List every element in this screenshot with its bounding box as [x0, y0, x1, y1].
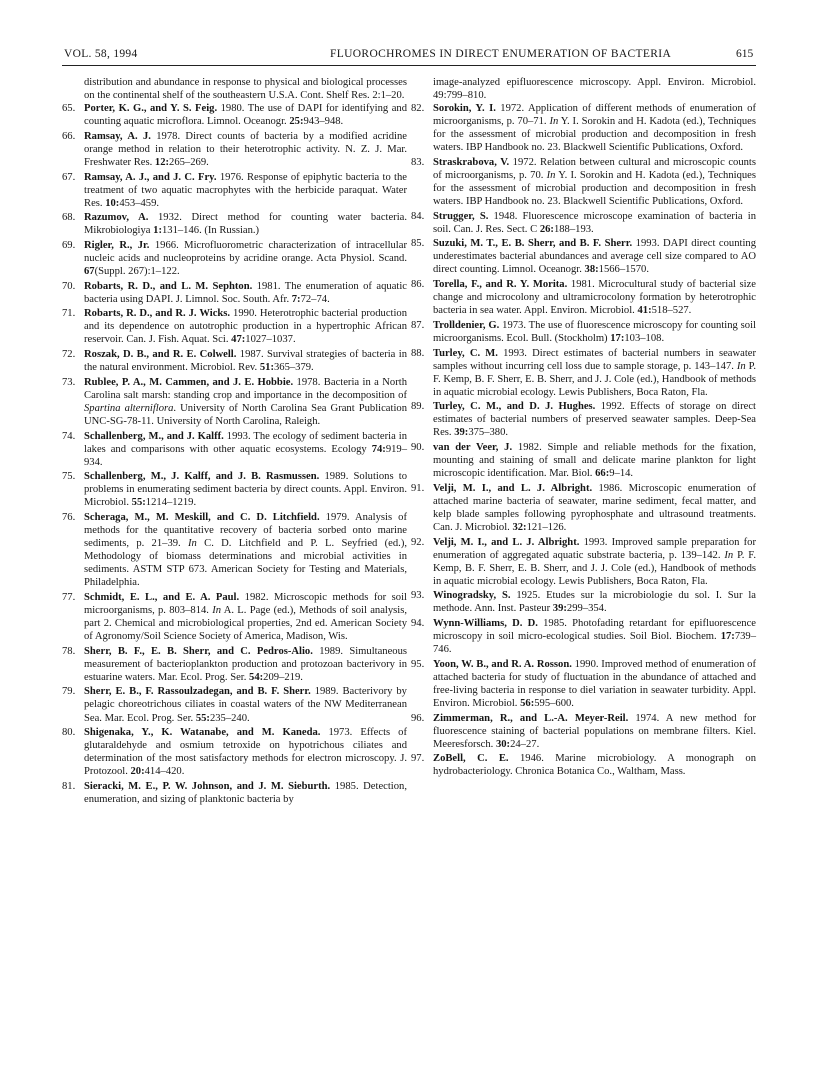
reference-number: 85.: [411, 238, 425, 250]
volume-label: VOL. 58, 1994: [64, 48, 138, 60]
reference-pages: 265–269.: [169, 156, 209, 168]
reference-authors: Velji, M. I., and L. J. Albright.: [433, 482, 593, 494]
reference-authors: Suzuki, M. T., E. B. Sherr, and B. F. Sherr.: [433, 238, 633, 250]
reference-authors: Torella, F., and R. Y. Morita.: [433, 279, 568, 291]
reference-volume: 41:: [637, 305, 652, 317]
reference-text: 1989. Simultaneous measurement of bacterioplankton production and protozoan bacterivory in estuarine waters. Mar. Ecol. Prog. Ser.: [84, 645, 408, 683]
reference-number: 70.: [62, 280, 76, 292]
reference-number: 94.: [411, 618, 425, 629]
reference-italic-text: In: [736, 360, 746, 372]
reference-volume: 55:: [195, 712, 210, 724]
reference-entry: [411, 210, 756, 236]
reference-number: 97.: [411, 753, 425, 765]
reference-volume: 39:: [454, 427, 469, 439]
reference-italic-text: In: [724, 549, 734, 561]
reference-number: 73.: [62, 376, 76, 388]
reference-text: 1978. Bacteria in a North Carolina salt marsh: standing crop and importance in the decomposition of: [84, 376, 407, 401]
reference-text: 1985. Detection, enumeration, and sizing of planktonic bacteria by: [84, 780, 407, 805]
reference-volume: 39:: [552, 603, 567, 615]
reference-entry: [62, 591, 407, 643]
running-title: FLUOROCHROMES IN DIRECT ENUMERATION OF BACTERIA: [330, 48, 672, 60]
reference-authors: Sieracki, M. E., P. W. Johnson, and J. M. Sieburth.: [84, 780, 331, 792]
reference-number: 68.: [62, 212, 76, 224]
reference-authors: Roszak, D. B., and R. E. Colwell.: [84, 349, 237, 361]
reference-number: 72.: [62, 349, 76, 361]
reference-entry: [62, 780, 407, 806]
reference-entry: [62, 511, 407, 589]
reference-authors: Schallenberg, M., J. Kalff, and J. B. Rasmussen.: [84, 471, 320, 483]
reference-pages: 414–420.: [144, 766, 185, 778]
reference-pages: 121–126.: [526, 521, 567, 533]
reference-authors: ZoBell, C. E.: [433, 753, 509, 765]
reference-pages: 72–74.: [300, 293, 330, 305]
reference-entry: [62, 102, 407, 128]
reference-entry: [411, 712, 756, 751]
reference-number: 83.: [411, 156, 425, 168]
reference-text: 1972. Relation between cultural and microscopic counts of microorganisms, p. 70.: [433, 156, 756, 181]
reference-number: 76.: [62, 512, 76, 524]
reference-text: 1925. Etudes sur la microbiologie du sol. I. Sur la methode. Ann. Inst. Pasteur: [433, 590, 756, 615]
reference-text: 1974. A new method for fluorescence staining of bacterial populations on membrane filters. Kiel. Meeresforsch.: [433, 712, 756, 750]
reference-volume: 30:: [495, 738, 511, 750]
reference-pages: 24–27.: [510, 738, 540, 750]
reference-pages: 1214–1219.: [145, 497, 197, 509]
reference-number: 89.: [411, 401, 425, 413]
reference-text: 1982. Microscopic methods for soil microorganisms, p. 803–814.: [84, 591, 407, 616]
reference-pages: 1566–1570.: [598, 264, 649, 276]
reference-pages: 375–380.: [468, 427, 509, 439]
reference-volume: 10:: [105, 197, 120, 209]
reference-pages: 518–527.: [651, 305, 692, 317]
reference-text: 1987. Survival strategies of bacteria in the natural environment. Microbiol. Rev.: [84, 349, 407, 374]
reference-number: 65.: [62, 103, 76, 115]
reference-text: 1976. Response of epiphytic bacteria to the treatment of two aquatic macrophytes with the herbicide paraquat. Water Res.: [84, 171, 407, 209]
reference-number: 90.: [411, 442, 425, 454]
reference-entry: [62, 307, 407, 346]
reference-entry: [411, 441, 756, 480]
reference-entry: [62, 211, 407, 237]
reference-volume: 55:: [131, 497, 146, 509]
reference-entry: [62, 239, 407, 278]
reference-authors: van der Veer, J.: [433, 442, 513, 454]
reference-italic-text: In: [546, 169, 556, 181]
reference-number: 96.: [411, 712, 425, 724]
reference-entry: [411, 752, 756, 778]
reference-authors: Wynn-Williams, D. D.: [433, 618, 538, 629]
continued-reference-text: distribution and abundance in response to physical and biological processes on the continental shelf of the southeastern U.S.A. Cont. Shelf Res. 2:1–20.: [84, 77, 407, 102]
reference-authors: Winogradsky, S.: [433, 590, 511, 602]
reference-number: 74.: [62, 430, 76, 442]
reference-pages: 188–193.: [553, 223, 594, 235]
reference-text: 1980. The use of DAPI for identifying and counting aquatic microflora. Limnol. Oceanogr.: [84, 103, 407, 128]
reference-text: Y. I. Sorokin and H. Kadota (ed.), Techniques for the assessment of microbial production and decomposition in fresh waters. IBP Handbook no. 23. Blackwell Scientific Publications, Oxford.: [433, 116, 756, 154]
reference-authors: Rigler, R., Jr.: [84, 239, 150, 251]
reference-text: 1985. Photofading retardant for epifluorescence microscopy in soil micro-ecological studies. Soil Biol. Biochem.: [433, 618, 756, 643]
reference-pages: 453–459.: [119, 197, 160, 209]
reference-volume: 51:: [259, 362, 274, 374]
reference-authors: Scheraga, M., M. Meskill, and C. D. Litchfield.: [84, 512, 320, 524]
reference-number: 92.: [411, 536, 425, 548]
reference-authors: Ramsay, A. J., and J. C. Fry.: [84, 171, 217, 183]
reference-pages: 595–600.: [534, 697, 574, 709]
reference-authors: Trolldenier, G.: [433, 319, 500, 331]
reference-text: 1979. Analysis of methods for the quantitative recovery of bacteria sorbed onto marine sediments, p. 21–39.: [84, 512, 407, 550]
reference-volume: 17:: [610, 332, 625, 344]
reference-entry: [62, 470, 407, 509]
page-header: [0, 0, 816, 70]
reference-volume: 38:: [584, 264, 599, 276]
reference-number: 95.: [411, 658, 425, 670]
reference-authors: Razumov, A.: [84, 212, 149, 224]
reference-column-right: [411, 76, 756, 780]
reference-number: 79.: [62, 686, 76, 698]
reference-volume: 7:: [291, 293, 301, 305]
reference-authors: Schmidt, E. L., and E. A. Paul.: [84, 591, 240, 603]
reference-entry: [62, 130, 407, 169]
reference-text: P. F. Kemp, B. F. Sherr, E. B. Sherr, and J. J. Cole (ed.), Handbook of methods in aquatic microbial ecology. Lewis Publishers, Boca Raton, Fla.: [433, 360, 757, 398]
reference-entry: [411, 237, 756, 276]
reference-text: 1981. Microcultural study of bacterial size change and microcolony and ultramicrocolony formation by heterotrophic bacteria in sea water. Appl. Environ. Microbiol.: [433, 279, 756, 317]
reference-pages: 209–219.: [263, 671, 303, 683]
reference-entry: [62, 430, 407, 469]
reference-entry: [62, 376, 407, 428]
reference-entry: [411, 278, 756, 317]
reference-number: 67.: [62, 171, 76, 183]
reference-authors: Sherr, B. F., E. B. Sherr, and C. Pedros-Alio.: [84, 645, 313, 657]
header-rule: [62, 65, 756, 66]
reference-pages: 919–934.: [84, 443, 407, 468]
reference-authors: Robarts, R. D., and R. J. Wicks.: [84, 308, 231, 320]
reference-text: 1993. Direct estimates of bacterial numbers in seawater samples without incurring cell loss due to sample storage, p. 143–147.: [433, 347, 756, 372]
reference-volume: 32:: [512, 521, 527, 533]
reference-number: 75.: [62, 471, 76, 483]
reference-text: Y. I. Sorokin and H. Kadota (ed.), Techniques for the assessment of microbial production and decomposition in fresh waters. IBP Handbook no. 23. Blackwell Scientific Publications, Oxford.: [433, 169, 756, 208]
reference-entry: [411, 319, 756, 345]
reference-volume: 74:: [371, 443, 386, 455]
reference-entry: [411, 589, 756, 615]
reference-authors: Porter, K. G., and Y. S. Feig.: [84, 103, 218, 115]
reference-entry: [62, 280, 407, 306]
reference-entry: [411, 347, 756, 399]
reference-text: A. L. Page (ed.), Methods of soil analysis, part 2. Chemical and microbiological properties, 2nd ed. American Society of Agronomy/Soil Science Society of America, Madison, Wis.: [84, 604, 407, 643]
reference-pages: 103–108.: [624, 332, 665, 344]
reference-entry: [62, 348, 407, 374]
reference-pages: 739–746.: [433, 631, 756, 656]
reference-authors: Straskrabova, V.: [433, 156, 510, 168]
reference-pages: 235–240.: [209, 712, 250, 724]
reference-authors: Sorokin, Y. I.: [433, 103, 496, 115]
reference-entry: [411, 156, 756, 208]
reference-text: 1993. DAPI direct counting underestimates bacterial abundances and average cell size compared to AO direct counting. Limnol. Oceanogr.: [433, 238, 756, 276]
reference-text: 1973. The use of fluorescence microscopy for counting soil microorganisms. Ecol. Bull. (Stockholm): [433, 319, 756, 344]
reference-volume: 67: [84, 266, 95, 278]
reference-authors: Velji, M. I., and L. J. Albright.: [433, 536, 580, 548]
reference-number: 77.: [62, 591, 76, 603]
reference-authors: Yoon, W. B., and R. A. Rosson.: [433, 658, 572, 670]
reference-italic-text: In: [212, 604, 222, 616]
reference-text: 1973. Effects of glutaraldehyde and osmium tetroxide on hypotrichous ciliates and determination of the most satisfactory methods for electron microscopy. J. Protozool.: [84, 727, 407, 778]
reference-italic-text: Spartina alterniflora: [84, 402, 174, 414]
reference-volume: 26:: [539, 223, 554, 235]
reference-volume: 54:: [249, 671, 264, 683]
reference-entry: [62, 645, 407, 684]
reference-text: 1993. The ecology of sediment bacteria in lakes and comparisons with other aquatic ecosystems. Ecology: [84, 430, 407, 455]
reference-authors: Strugger, S.: [433, 210, 489, 222]
reference-text: 1981. The enumeration of aquatic bacteria using DAPI. J. Limnol. Soc. South. Afr.: [84, 280, 407, 305]
reference-volume: 47:: [231, 334, 246, 346]
reference-number: 81.: [62, 780, 76, 792]
reference-entry: [411, 617, 756, 656]
page-number: 615: [736, 48, 754, 60]
reference-authors: Shigenaka, Y., K. Watanabe, and M. Kaneda.: [84, 727, 321, 739]
reference-pages: 131–146. (In Russian.): [161, 225, 260, 237]
reference-number: 84.: [411, 210, 425, 222]
reference-text: 1992. Effects of storage on direct estimates of bacterial numbers of preserved seawater samples. Deep-Sea Res.: [433, 401, 756, 439]
reference-text: 1989. Bacterivory by pelagic choreotrichous ciliates in coastal waters of the NW Mediterranean Sea. Mar. Ecol. Prog. Ser.: [84, 686, 407, 724]
reference-text: 1993. Improved sample preparation for enumeration of aggregated aquatic substrate bacteria, p. 139–142.: [433, 536, 756, 561]
reference-pages: 1027–1037.: [245, 334, 296, 346]
reference-authors: Ramsay, A. J.: [84, 130, 151, 142]
reference-volume: 25:: [289, 116, 304, 128]
reference-pages: 365–379.: [273, 362, 314, 374]
reference-text: 1972. Application of different methods of enumeration of microorganisms, p. 70–71.: [433, 103, 756, 128]
reference-text: 1989. Solutions to problems in enumerating sediment bacteria by direct counts. Appl. Environ. Microbiol.: [84, 471, 408, 509]
reference-pages: 943–948.: [303, 116, 344, 128]
reference-number: 69.: [62, 239, 76, 251]
reference-authors: Rublee, P. A., M. Cammen, and J. E. Hobbie.: [84, 376, 294, 388]
reference-volume: 17:: [720, 631, 735, 643]
reference-authors: Schallenberg, M., and J. Kalff.: [84, 430, 224, 442]
reference-text: 1932. Direct method for counting water bacteria. Mikrobiologiya: [84, 212, 407, 237]
reference-pages: 299–354.: [566, 603, 607, 615]
reference-entry: [411, 400, 756, 439]
reference-authors: Turley, C. M., and D. J. Hughes.: [433, 401, 596, 413]
reference-text: 1946. Marine microbiology. A monograph on hydrobacteriology. Chronica Botanica Co., Waltham, Mass.: [433, 753, 756, 778]
reference-authors: Turley, C. M.: [433, 347, 498, 359]
reference-number: 66.: [62, 130, 76, 142]
reference-text: C. D. Litchfield and P. L. Seyfried (ed.), Methodology of biomass determinations and microbial activities in sediments. ASTM STP 673. American Society for Testing and Materials, Philadelphia.: [84, 538, 408, 589]
reference-number: 86.: [411, 279, 425, 291]
reference-volume: 56:: [520, 697, 535, 709]
reference-number: 82.: [411, 103, 425, 115]
reference-number: 80.: [62, 727, 76, 739]
continued-reference-text: image-analyzed epifluorescence microscopy. Appl. Environ. Microbiol. 49:799–810.: [433, 77, 756, 102]
reference-volume: 1:: [153, 225, 162, 237]
reference-volume: 12:: [154, 156, 170, 168]
reference-text: 1982. Simple and reliable methods for the fixation, mounting and staining of small and delicate marine plankton for light microscopic identification. Mar. Biol.: [433, 442, 757, 480]
reference-text: 1990. Heterotrophic bacterial production and its dependence on autotrophic production in a hypertrophic African reservoir. Can. J. Fish. Aquat. Sci.: [84, 308, 407, 346]
reference-number: 87.: [411, 319, 425, 331]
reference-entry: [411, 102, 756, 154]
reference-text: 1990. Improved method of enumeration of attached bacteria for study of fluctuation in the abundance of attached and free-living bacteria in response to diel variation in seawater turbidity. Appl. Environ. Microbiol.: [433, 658, 756, 709]
reference-volume: 20:: [130, 766, 145, 778]
reference-text: 1948. Fluorescence microscope examination of bacteria in soil. Can. J. Res. Sect. C: [433, 210, 756, 235]
reference-number: 93.: [411, 590, 425, 602]
reference-text: 1978. Direct counts of bacteria by a modified acridine orange method in relation to their heterotrophic activity. N. Z. J. Mar. Freshwater Res.: [84, 130, 407, 168]
reference-italic-text: In: [188, 538, 197, 550]
reference-entry: [411, 658, 756, 710]
reference-pages: 9–14.: [609, 468, 634, 480]
reference-entry: [62, 685, 407, 724]
reference-authors: Sherr, E. B., F. Rassoulzadegan, and B. F. Sherr.: [84, 686, 311, 698]
reference-authors: Zimmerman, R., and L.-A. Meyer-Reil.: [433, 712, 629, 724]
reference-entry: [411, 536, 756, 588]
reference-entry: [62, 171, 407, 210]
reference-italic-text: In: [549, 116, 559, 128]
reference-text: P. F. Kemp, B. F. Sherr, E. B. Sherr, and J. J. Cole (ed.), Handbook of methods in aquatic microbial ecology. Lewis Publishers, Boca Raton, Fla.: [433, 549, 757, 587]
reference-pages: (Suppl. 267):1–122.: [94, 266, 180, 278]
reference-entry: [62, 726, 407, 778]
reference-volume: 66:: [595, 468, 610, 480]
reference-text: 1986. Microscopic enumeration of attached marine bacteria of seawater, marine sediment, fecal matter, and kelp blade samples following pyrophosphate and ultrasound treatments. Can. J. Microbiol.: [433, 482, 756, 533]
reference-number: 88.: [411, 347, 425, 359]
reference-column-left: [62, 76, 407, 808]
reference-number: 91.: [411, 482, 425, 494]
reference-number: 71.: [62, 308, 76, 320]
reference-entry: [411, 482, 756, 534]
reference-number: 78.: [62, 645, 76, 657]
reference-text: 1966. Microfluorometric characterization of intracellular nucleic acids and nucleoproteins by acridine orange. Acta Physiol. Scand.: [84, 239, 407, 264]
reference-text: . University of North Carolina Sea Grant Publication UNC-SG-78-11. University of North Carolina, Raleigh.: [84, 402, 407, 427]
reference-authors: Robarts, R. D., and L. M. Sephton.: [84, 280, 253, 292]
